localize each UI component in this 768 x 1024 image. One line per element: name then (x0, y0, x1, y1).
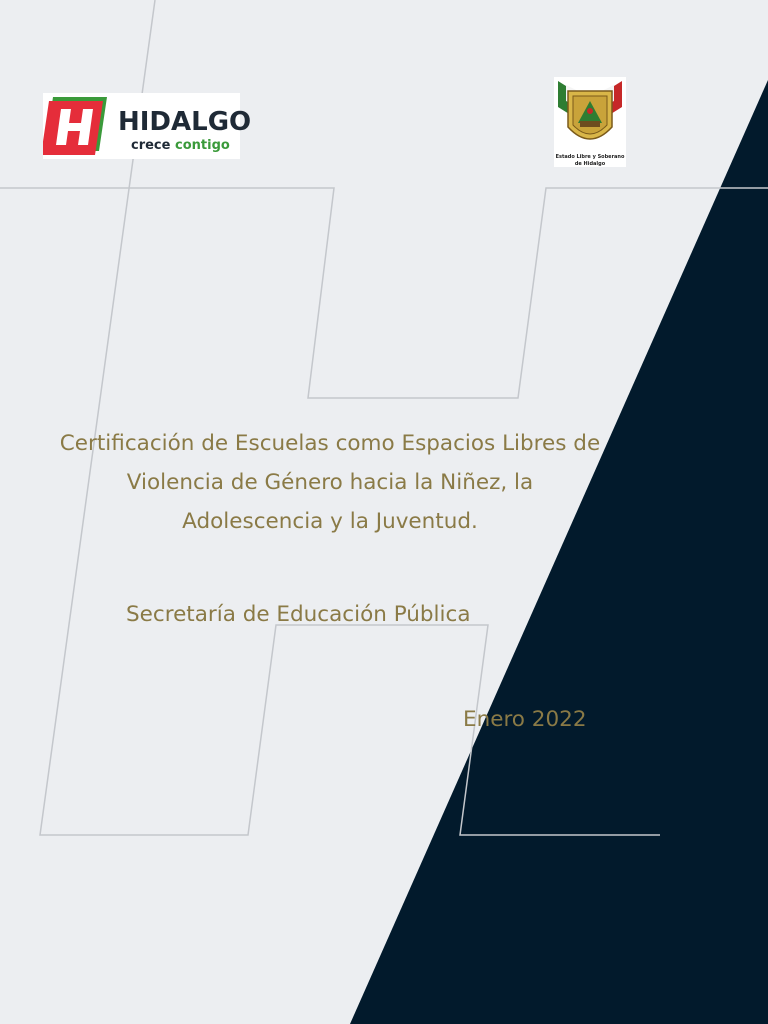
coat-of-arms-icon (554, 77, 626, 153)
coat-of-arms-caption (554, 154, 626, 168)
coat-of-arms-caption-line2: de Hidalgo (574, 161, 606, 167)
title-line-3: Adolescencia y la Juventud. (182, 509, 478, 534)
logo-tagline-crece: crece (131, 138, 171, 153)
logo-wordmark: HIDALGO (118, 107, 252, 137)
title-line-1: Certificación de Escuelas como Espacios Libres de (59, 431, 601, 456)
coat-of-arms-caption-line1: Estado Libre y Soberano (555, 154, 625, 160)
logo-tagline (131, 139, 230, 152)
logo-tagline-contigo: contigo (175, 138, 230, 153)
hidalgo-logo (43, 93, 252, 159)
title-line-2: Violencia de Género hacia la Niñez, la (126, 470, 534, 495)
document-title (30, 424, 630, 541)
hidalgo-h-icon (43, 95, 109, 157)
institution-name: Secretaría de Educación Pública (126, 602, 471, 627)
state-coat-of-arms (554, 77, 626, 167)
document-date: Enero 2022 (463, 707, 587, 732)
